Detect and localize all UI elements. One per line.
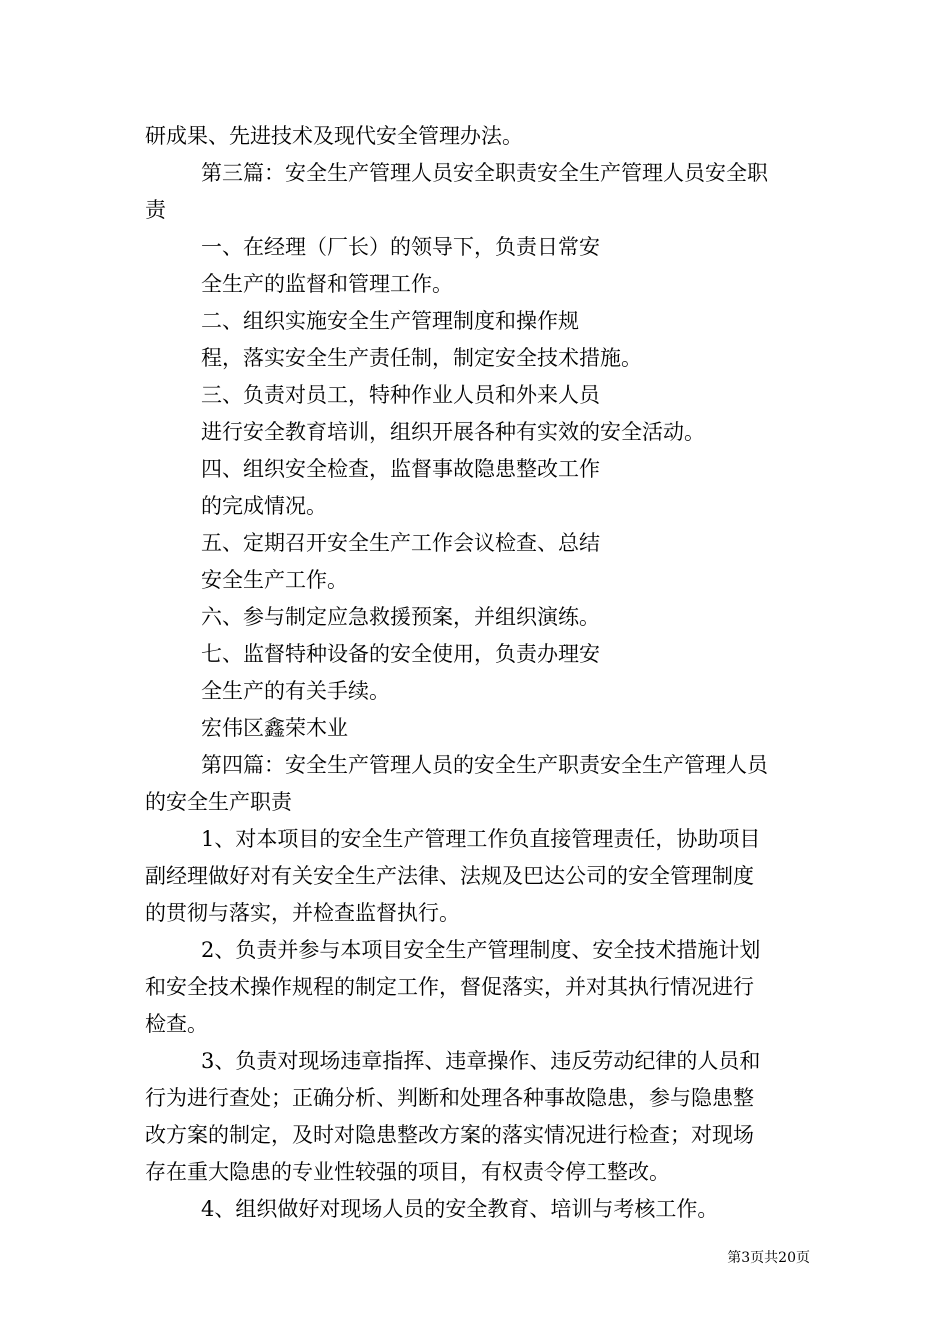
text-line: 程，落实安全生产责任制，制定安全技术措施。 [201, 346, 642, 370]
section-heading: 第三篇：安全生产管理人员安全职责安全生产管理人员安全职 [201, 161, 768, 185]
text-line: 4、组织做好对现场人员的安全教育、培训与考核工作。 [201, 1197, 719, 1221]
text-line: 四、组织安全检查，监督事故隐患整改工作 [201, 457, 600, 481]
text-line: 和安全技术操作规程的制定工作，督促落实，并对其执行情况进行 [145, 975, 754, 999]
text-line: 的贯彻与落实，并检查监督执行。 [145, 901, 460, 925]
text-line: 责 [145, 198, 166, 222]
text-line: 二、组织实施安全生产管理制度和操作规 [201, 309, 579, 333]
text-line: 2、负责并参与本项目安全生产管理制度、安全技术措施计划 [201, 938, 761, 962]
text-line: 全生产的有关手续。 [201, 679, 390, 703]
text-line: 七、监督特种设备的安全使用，负责办理安 [201, 642, 600, 666]
text-line: 改方案的制定，及时对隐患整改方案的落实情况进行检查；对现场 [145, 1123, 754, 1147]
text-line: 进行安全教育培训，组织开展各种有实效的安全活动。 [201, 420, 705, 444]
text-line: 行为进行查处；正确分析、判断和处理各种事故隐患，参与隐患整 [145, 1086, 754, 1110]
text-line: 的完成情况。 [201, 494, 327, 518]
text-line: 研成果、先进技术及现代安全管理办法。 [145, 124, 523, 148]
text-line: 检查。 [145, 1012, 208, 1036]
text-line: 三、负责对员工，特种作业人员和外来人员 [201, 383, 600, 407]
text-line: 副经理做好对有关安全生产法律、法规及巴达公司的安全管理制度 [145, 864, 754, 888]
text-line: 安全生产工作。 [201, 568, 348, 592]
page-number-footer: 第3页共20页 [727, 1250, 810, 1266]
text-line: 全生产的监督和管理工作。 [201, 272, 453, 296]
text-line: 五、定期召开安全生产工作会议检查、总结 [201, 531, 600, 555]
company-name: 宏伟区鑫荣木业 [201, 716, 348, 740]
text-line: 1、对本项目的安全生产管理工作负直接管理责任，协助项目 [201, 827, 761, 851]
section-heading: 第四篇：安全生产管理人员的安全生产职责安全生产管理人员 [201, 753, 768, 777]
text-line: 一、在经理（厂长）的领导下，负责日常安 [201, 235, 600, 259]
text-line: 存在重大隐患的专业性较强的项目，有权责令停工整改。 [145, 1160, 670, 1184]
text-line: 3、负责对现场违章指挥、违章操作、违反劳动纪律的人员和 [201, 1049, 761, 1073]
text-line: 六、参与制定应急救援预案，并组织演练。 [201, 605, 600, 629]
text-line: 的安全生产职责 [145, 790, 292, 814]
